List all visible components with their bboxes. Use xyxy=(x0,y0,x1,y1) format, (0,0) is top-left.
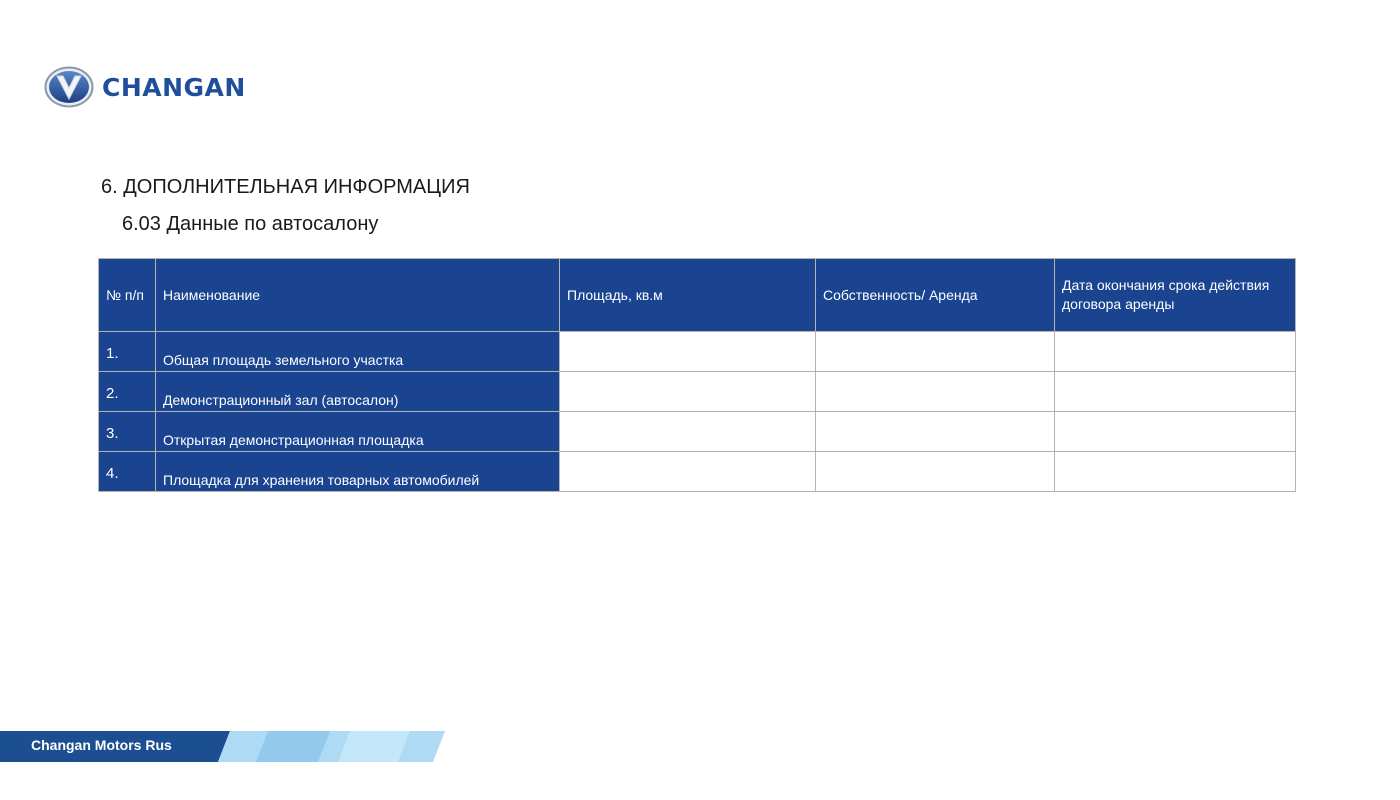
section-subheading: 6.03 Данные по автосалону xyxy=(122,213,379,235)
header-num: № п/п xyxy=(99,259,156,332)
ownership-cell[interactable] xyxy=(816,372,1055,412)
row-name: Открытая демонстрационная площадка xyxy=(156,412,560,452)
row-name: Демонстрационный зал (автосалон) xyxy=(156,372,560,412)
table-header-row xyxy=(99,259,1296,332)
header-name: Наименование xyxy=(156,259,560,332)
ownership-cell[interactable] xyxy=(816,332,1055,372)
header-lease-end: Дата окончания срока действия договора аренды xyxy=(1055,259,1296,332)
footer-company-name: Changan Motors Rus xyxy=(31,737,172,753)
row-num: 4. xyxy=(99,452,156,492)
row-num: 1. xyxy=(99,332,156,372)
header-ownership: Собственность/ Аренда xyxy=(816,259,1055,332)
lease-end-cell[interactable] xyxy=(1055,332,1296,372)
table-row xyxy=(99,372,1296,412)
lease-end-cell[interactable] xyxy=(1055,372,1296,412)
row-num: 2. xyxy=(99,372,156,412)
area-cell[interactable] xyxy=(560,452,816,492)
table-row xyxy=(99,452,1296,492)
dealership-data-table xyxy=(98,258,1296,492)
brand-logo xyxy=(44,66,246,108)
lease-end-cell[interactable] xyxy=(1055,452,1296,492)
area-cell[interactable] xyxy=(560,332,816,372)
table-row xyxy=(99,332,1296,372)
brand-name: CHANGAN xyxy=(102,72,246,102)
header-area: Площадь, кв.м xyxy=(560,259,816,332)
row-name: Площадка для хранения товарных автомобилей xyxy=(156,452,560,492)
row-name: Общая площадь земельного участка xyxy=(156,332,560,372)
row-num: 3. xyxy=(99,412,156,452)
section-heading: 6. ДОПОЛНИТЕЛЬНАЯ ИНФОРМАЦИЯ xyxy=(101,176,470,198)
ownership-cell[interactable] xyxy=(816,412,1055,452)
table-row xyxy=(99,412,1296,452)
area-cell[interactable] xyxy=(560,372,816,412)
lease-end-cell[interactable] xyxy=(1055,412,1296,452)
changan-emblem-icon xyxy=(44,66,94,108)
area-cell[interactable] xyxy=(560,412,816,452)
ownership-cell[interactable] xyxy=(816,452,1055,492)
